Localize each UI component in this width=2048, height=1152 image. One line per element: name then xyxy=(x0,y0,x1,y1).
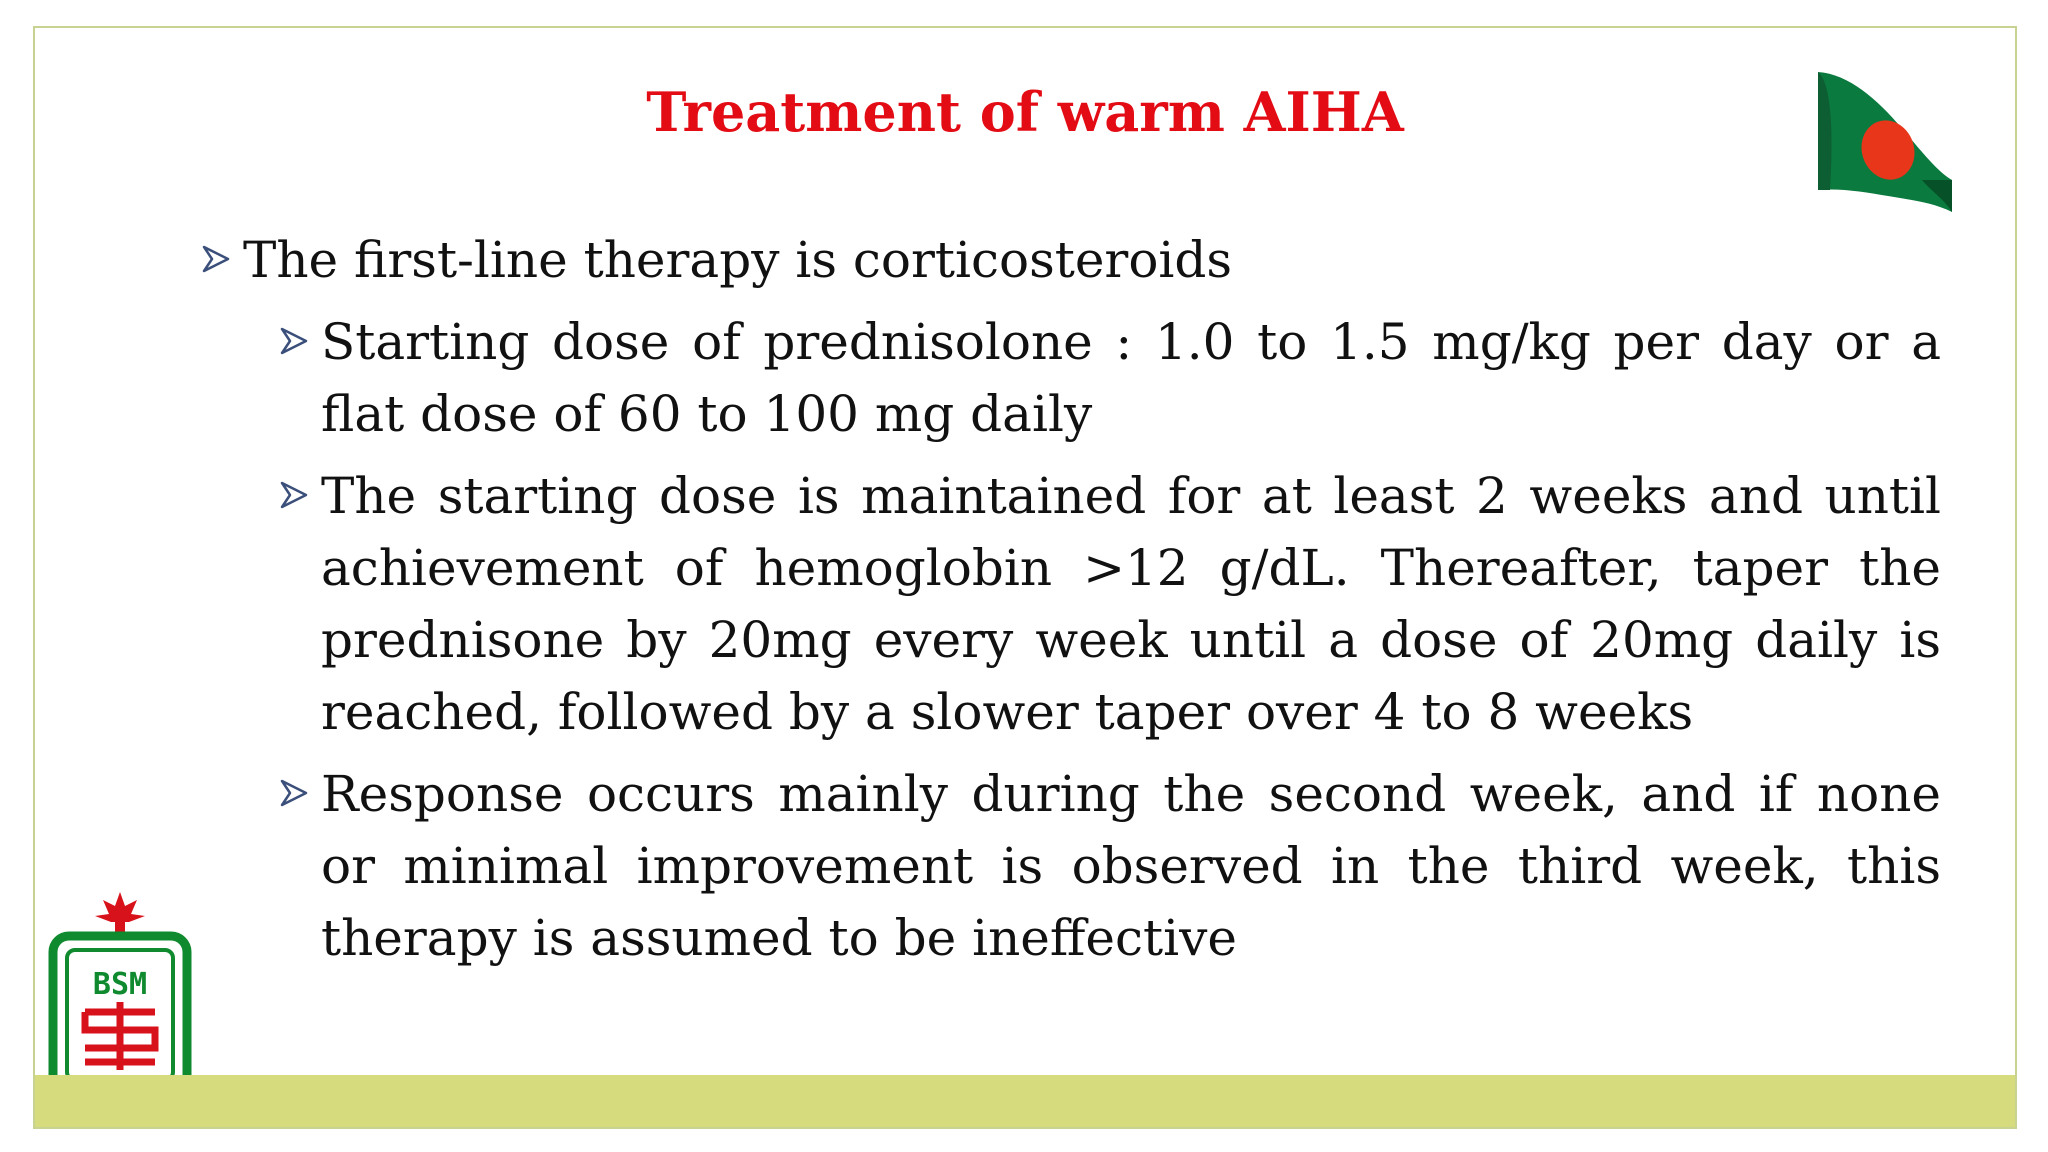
bullet-item xyxy=(201,224,1941,296)
bullet-text: The first-line therapy is corticosteroids xyxy=(243,231,1233,289)
arrow-bullet-icon xyxy=(201,244,231,274)
sub-bullet-item xyxy=(279,758,1941,974)
bangladesh-flag-icon xyxy=(1810,62,1960,212)
bullet-text: Starting dose of prednisolone : 1.0 to 1.5 mg/kg per day or a flat dose of 60 to 100 mg daily xyxy=(321,313,1941,443)
footer-band xyxy=(35,1075,2015,1127)
bullet-text: Response occurs mainly during the second week, and if none or minimal improvement is observed in the third week, this therapy is assumed to be ineffective xyxy=(321,765,1941,967)
svg-text:BSM: BSM xyxy=(92,967,148,1002)
university-logo-icon xyxy=(45,890,195,1098)
bullet-list xyxy=(201,224,1941,984)
arrow-bullet-icon xyxy=(279,778,309,808)
arrow-bullet-icon xyxy=(279,480,309,510)
slide-title: Treatment of warm AIHA xyxy=(646,80,1404,144)
arrow-bullet-icon xyxy=(279,326,309,356)
sub-bullet-item xyxy=(279,460,1941,748)
slide xyxy=(33,26,2017,1129)
sub-bullet-item xyxy=(279,306,1941,450)
bullet-text: The starting dose is maintained for at least 2 weeks and until achievement of hemoglobin >12 g/dL. Thereafter, taper the prednisone by 20mg every week until a dose of 20mg daily is reached, followed by a slower taper over 4 to 8 weeks xyxy=(321,467,1941,741)
